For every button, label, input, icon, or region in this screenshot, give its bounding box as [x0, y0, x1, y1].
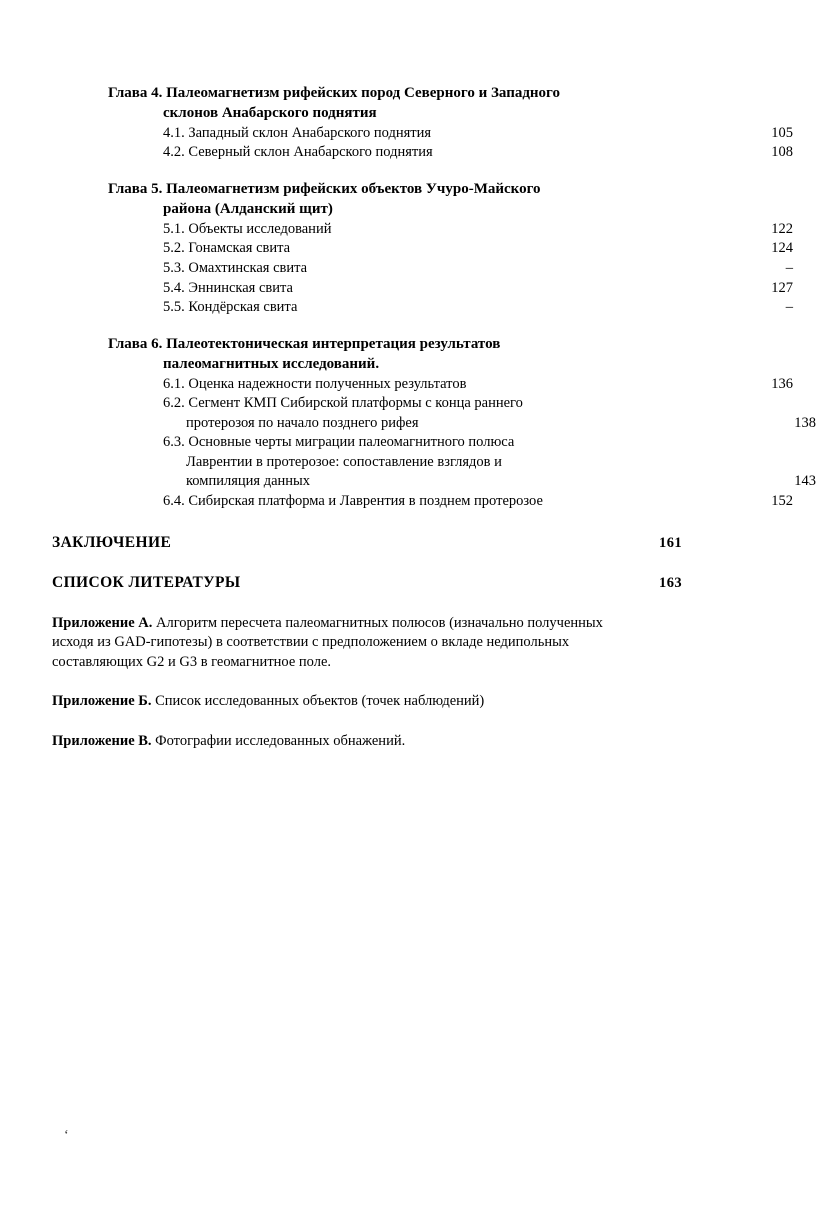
appendix-entry[interactable]	[52, 692, 632, 712]
toc-entry[interactable]	[108, 492, 793, 512]
toc-entry-continuation[interactable]	[108, 414, 816, 434]
toc-entry[interactable]	[108, 259, 793, 279]
toc-major-entries	[52, 533, 738, 552]
toc-entry-label: ЗАКЛЮЧЕНИЕ	[52, 533, 172, 551]
toc-entry-label: 4.1. Западный склон Анабарского поднятия	[163, 124, 432, 141]
toc-entry-continuation[interactable]	[108, 472, 816, 492]
chapter-title-line: склонов Анабарского поднятия	[163, 104, 377, 121]
chapter-title-line: Глава 5. Палеомагнетизм рифейских объектов Учуро-Майского	[108, 181, 541, 197]
appendix-title: Приложение А.	[52, 614, 153, 631]
toc-entry-page: 136	[771, 375, 793, 392]
toc-entry[interactable]	[108, 375, 793, 395]
appendix-title: Приложение Б.	[52, 693, 152, 710]
toc-entry-page: 163	[659, 574, 682, 591]
toc-entry[interactable]	[108, 220, 793, 240]
toc-entry[interactable]	[108, 298, 793, 318]
toc-entry[interactable]	[108, 143, 793, 163]
chapter-heading	[108, 335, 738, 355]
toc-entry-page: –	[785, 299, 793, 316]
toc-entry[interactable]	[108, 394, 793, 414]
toc-entry-label: протерозоя по начало позднего рифея	[186, 414, 419, 431]
toc-entry-continuation[interactable]	[108, 453, 816, 473]
toc-entry-page: 127	[771, 279, 793, 296]
toc-entry-page: 122	[771, 220, 793, 237]
toc-entry[interactable]	[108, 433, 793, 453]
toc-entry-page: 138	[794, 414, 816, 431]
chapter-heading-continuation	[108, 200, 793, 220]
chapter-heading-continuation	[108, 355, 793, 375]
stray-ink-mark: ‘	[64, 1128, 69, 1143]
toc-entry-label: компиляция данных	[186, 473, 311, 490]
toc-entry-page: 124	[771, 240, 793, 257]
chapter-title-line: палеомагнитных исследований.	[163, 355, 380, 372]
chapter-title-line: Глава 4. Палеомагнетизм рифейских пород Северного и Западного	[108, 85, 560, 101]
appendix-entry[interactable]	[52, 732, 632, 752]
toc-group	[108, 180, 793, 318]
toc-entry[interactable]	[108, 124, 793, 144]
appendix-entry[interactable]	[52, 614, 632, 673]
toc-entry-label: 5.1. Объекты исследований	[163, 220, 332, 237]
toc-entry-page: 105	[771, 124, 793, 141]
toc-entry-page: 108	[771, 144, 793, 161]
appendix-text: Список исследованных объектов (точек наблюдений)	[151, 693, 485, 710]
toc-entry-label: 4.2. Северный склон Анабарского поднятия	[163, 144, 433, 161]
toc-entry-label: 6.2. Сегмент КМП Сибирской платформы с конца раннего	[163, 395, 523, 412]
toc-entry-label: 5.2. Гонамская свита	[163, 240, 291, 257]
toc-entry-label: СПИСОК ЛИТЕРАТУРЫ	[52, 573, 241, 591]
toc-entry-label: 5.5. Кондёрская свита	[163, 299, 298, 316]
chapter-heading-continuation	[108, 104, 793, 124]
appendix-text: Алгоритм пересчета палеомагнитных полюсов (изначально полученных исходя из GAD-гипотезы) в соответствии с предположением о вкладе недипольных составляющих G2 и G3 в геомагнитное поле.	[52, 614, 603, 670]
toc-entry-label: 6.3. Основные черты миграции палеомагнитного полюса	[163, 434, 515, 451]
appendix-text: Фотографии исследованных обнажений.	[151, 732, 406, 749]
toc-entry-conclusion[interactable]	[52, 534, 682, 552]
toc-entry[interactable]	[108, 279, 793, 299]
toc-entry-page: 143	[794, 473, 816, 490]
toc-entry-page: –	[785, 260, 793, 276]
appendix-title: Приложение В.	[52, 732, 152, 749]
toc-entry-page: 152	[771, 492, 793, 509]
toc-entry-references[interactable]	[52, 574, 682, 592]
toc-group	[108, 335, 816, 512]
chapter-heading	[108, 84, 738, 104]
chapter-title-line: Глава 6. Палеотектоническая интерпретация результатов	[108, 335, 501, 352]
toc-entry-label: Лаврентии в протерозое: сопоставление взглядов и	[186, 453, 502, 470]
toc-major-entries	[52, 573, 738, 592]
table-of-contents	[52, 84, 816, 751]
toc-entry[interactable]	[108, 239, 793, 259]
toc-entry-page: 161	[659, 534, 682, 551]
toc-entry-label: 6.4. Сибирская платформа и Лаврентия в позднем протерозое	[163, 492, 543, 509]
toc-group	[108, 84, 793, 163]
toc-entry-label: 5.3. Омахтинская свита	[163, 260, 308, 276]
chapter-heading	[108, 180, 738, 200]
chapter-title-line: района (Алданский щит)	[163, 200, 333, 217]
toc-entry-label: 6.1. Оценка надежности полученных результатов	[163, 375, 467, 392]
toc-entry-label: 5.4. Эннинская свита	[163, 279, 293, 296]
